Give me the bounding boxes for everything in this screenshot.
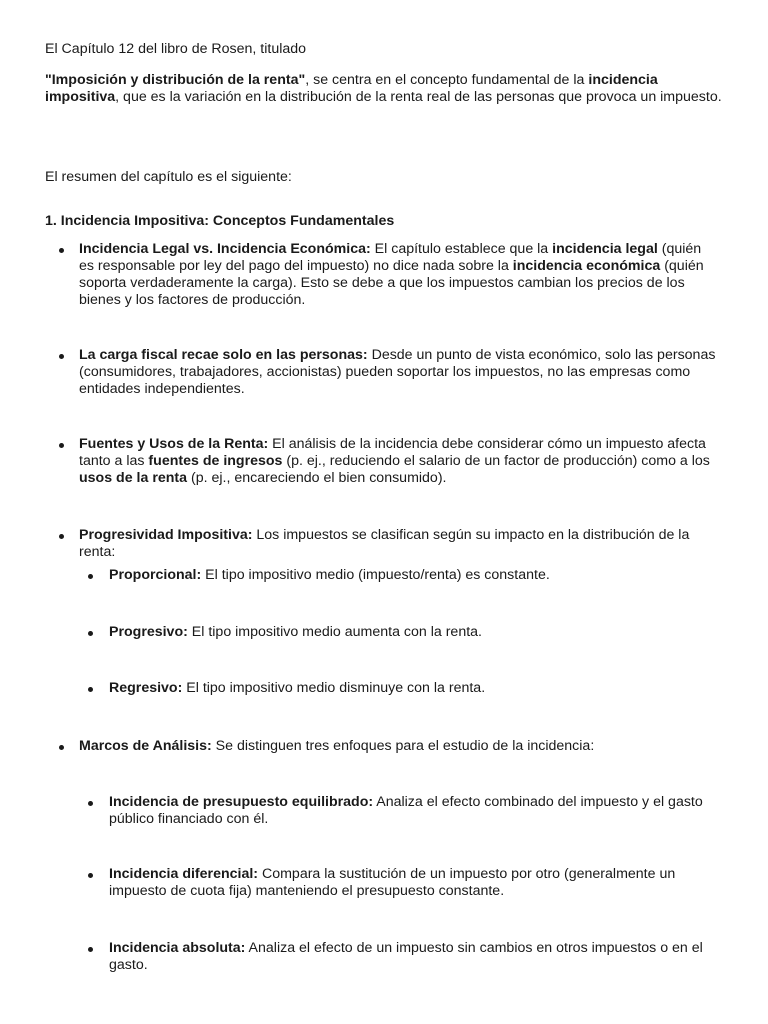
sub-item-text: El tipo impositivo medio (impuesto/renta) es constante.	[201, 567, 550, 583]
sub-item-regresivo	[109, 680, 724, 697]
item-text: (p. ej., encareciendo el bien consumido).	[187, 470, 447, 486]
sub-item-label: Proporcional:	[109, 567, 202, 583]
sub-item-text: El tipo impositivo medio disminuye con la renta.	[182, 680, 486, 696]
sub-item-text: Compara la sustitución de un impuesto por otro (generalmente un impuesto de cuota fija) manteniendo el presupuesto constante.	[109, 866, 676, 899]
item-text: Se distinguen tres enfoques para el estudio de la incidencia:	[211, 738, 595, 754]
item-bold-term: fuentes de ingresos	[148, 453, 283, 469]
list-item-carga-fiscal	[79, 347, 719, 398]
item-bold-term: usos de la renta	[79, 470, 188, 486]
item-label: Fuentes y Usos de la Renta:	[79, 436, 269, 452]
item-text: (quién soporta verdaderamente la carga). Esto se debe a que los impuestos cambian los precios de los bienes y los factores de producción.	[79, 258, 704, 308]
sub-item-label: Incidencia absoluta:	[109, 940, 246, 956]
lead-bold-term: incidencia impositiva	[45, 72, 658, 105]
sub-item-label: Progresivo:	[109, 624, 188, 640]
sub-item-progresivo	[109, 624, 724, 641]
sub-item-text: Analiza el efecto combinado del impuesto y el gasto público financiado con él.	[109, 794, 703, 827]
intro-paragraph: El Capítulo 12 del libro de Rosen, titulado	[45, 41, 307, 57]
sub-item-incidencia-absoluta	[109, 940, 724, 974]
item-bold-term: incidencia legal	[552, 241, 658, 257]
lead-text-2: , que es la variación en la distribución de la renta real de las personas que provoca un impuesto.	[115, 89, 722, 105]
item-bold-term: incidencia económica	[512, 258, 661, 274]
sub-item-label: Incidencia diferencial:	[109, 866, 259, 882]
item-text: Los impuestos se clasifican según su impacto en la distribución de la renta:	[79, 527, 690, 560]
lead-text-1: , se centra en el concepto fundamental de la	[305, 72, 589, 88]
item-text: (p. ej., reduciendo el salario de un factor de producción) como a los	[282, 453, 710, 469]
sub-item-label: Regresivo:	[109, 680, 183, 696]
item-label: Incidencia Legal vs. Incidencia Económica:	[79, 241, 371, 257]
sub-item-presupuesto-equilibrado	[109, 794, 724, 828]
sub-item-text: Analiza el efecto de un impuesto sin cambios en otros impuestos o en el gasto.	[109, 940, 703, 973]
summary-intro: El resumen del capítulo es el siguiente:	[45, 169, 292, 185]
list-item-fuentes-usos	[79, 436, 719, 487]
list-item-incidencia-legal	[79, 241, 719, 309]
list-item-marcos-analisis	[79, 738, 719, 755]
item-text: El capítulo establece que la	[370, 241, 553, 257]
lead-paragraph	[45, 72, 725, 106]
item-text: El análisis de la incidencia debe considerar cómo un impuesto afecta tanto a las	[79, 436, 706, 469]
sub-item-incidencia-diferencial	[109, 866, 724, 900]
sub-item-proporcional	[109, 567, 724, 584]
chapter-title: "Imposición y distribución de la renta"	[45, 72, 306, 88]
item-text: (quién es responsable por ley del pago del impuesto) no dice nada sobre la	[79, 241, 702, 274]
item-label: Marcos de Análisis:	[79, 738, 212, 754]
item-label: Progresividad Impositiva:	[79, 527, 253, 543]
section-heading: 1. Incidencia Impositiva: Conceptos Fundamentales	[45, 213, 395, 229]
list-item-progresividad	[79, 527, 719, 561]
item-text: Desde un punto de vista económico, solo las personas (consumidores, trabajadores, accionistas) pueden soportar los impuestos, no las empresas como entidades independientes.	[79, 347, 716, 397]
sub-item-label: Incidencia de presupuesto equilibrado:	[109, 794, 374, 810]
item-label: La carga fiscal recae solo en las personas:	[79, 347, 368, 363]
sub-item-text: El tipo impositivo medio aumenta con la renta.	[187, 624, 482, 640]
